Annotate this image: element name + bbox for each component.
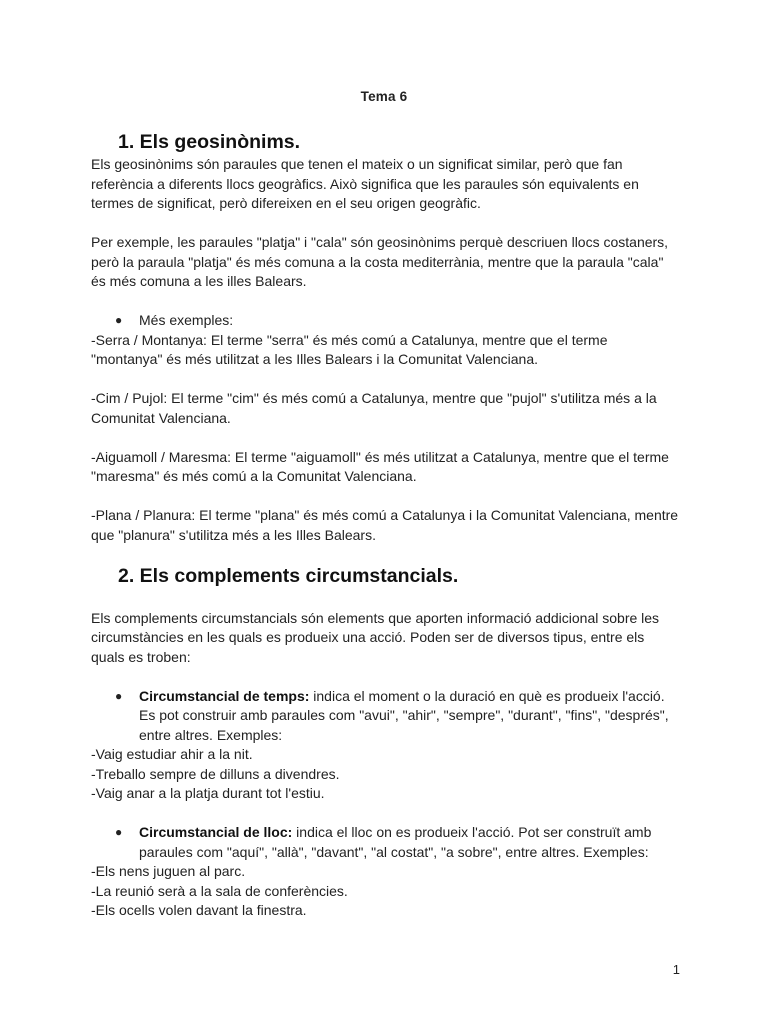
paragraph: Els complements circumstancials són elements que aporten informació addicional sobre les circumstàncies en les quals es produeix una acció. Poden ser de diversos tipus, entre els quals es troben: bbox=[91, 609, 660, 665]
bullet-text: Més exemples: bbox=[139, 312, 234, 328]
bullet-item bbox=[91, 687, 681, 746]
bullet-text: indica el moment o la duració en què es produeix l'acció. Es pot construir amb paraules com "avui", "ahir", "sempre", "durant", "fins", "després", entre altres. Exemples: bbox=[139, 687, 669, 743]
example-line: -Vaig estudiar ahir a la nit. bbox=[91, 746, 253, 762]
bullet-label: Circumstancial de lloc: bbox=[139, 824, 293, 840]
document-title: Tema 6 bbox=[360, 89, 408, 104]
page-number: 1 bbox=[672, 962, 680, 977]
spacer bbox=[91, 589, 681, 609]
spacer bbox=[91, 804, 681, 824]
section-heading: 1. Els geosinònims. bbox=[118, 131, 301, 153]
spacer bbox=[91, 667, 681, 687]
example-line: -La reunió serà a la sala de conferències. bbox=[91, 882, 348, 899]
bullet-item bbox=[91, 823, 681, 862]
example-line: -Els nens juguen al parc. bbox=[91, 863, 246, 879]
spacer bbox=[91, 292, 681, 312]
example-line: -Treballo sempre de dilluns a divendres. bbox=[91, 765, 340, 782]
bullet-item bbox=[91, 311, 681, 331]
section-heading: 2. Els complements circumstancials. bbox=[118, 565, 459, 587]
bullet-icon: ● bbox=[115, 313, 123, 327]
bullet-icon: ● bbox=[115, 688, 123, 703]
spacer bbox=[91, 428, 681, 448]
example-line: -Els ocells volen davant la finestra. bbox=[91, 902, 307, 918]
bullet-text: indica el lloc on es produeix l'acció. Pot ser construït amb paraules com "aquí", "allà", "davant", "al costat", "a sobre", entre altres. Exemples: bbox=[139, 824, 652, 860]
example-line: -Plana / Planura: El terme "plana" és més comú a Catalunya i la Comunitat Valenciana, mentre que "planura" s'utilitza més a les Illes Balears. bbox=[91, 507, 679, 543]
example-line: -Cim / Pujol: El terme "cim" és més comú a Catalunya, mentre que "pujol" s'utilitza més a la Comunitat Valenciana. bbox=[91, 390, 657, 426]
section-geosinonims bbox=[91, 129, 681, 545]
example-line: -Aiguamoll / Maresma: El terme "aiguamoll" és més utilitzat a Catalunya, mentre que el terme "maresma" és més comú a la Comunitat Valenciana. bbox=[91, 448, 669, 484]
bullet-icon: ● bbox=[115, 825, 123, 839]
bullet-label: Circumstancial de temps: bbox=[139, 687, 310, 704]
spacer bbox=[91, 214, 681, 234]
spacer bbox=[91, 487, 681, 507]
paragraph: Els geosinònims són paraules que tenen el mateix o un significat similar, però que fan referència a diferents llocs geogràfics. Això significa que les paraules són equivalents en termes de significat, però difereixen en el seu origen geogràfic. bbox=[91, 156, 639, 211]
paragraph: Per exemple, les paraules "platja" i "cala" són geosinònims perquè descriuen llocs costaners, però la paraula "platja" és més comuna a la costa mediterrània, mentre que la paraula "cala" és més comuna a les illes Balears. bbox=[91, 234, 669, 289]
section-complements bbox=[91, 563, 681, 921]
example-line: -Serra / Montanya: El terme "serra" és més comú a Catalunya, mentre que el terme "montanya" és més utilitzat a les Illes Balears i la Comunitat Valenciana. bbox=[91, 331, 608, 367]
example-line: -Vaig anar a la platja durant tot l'estiu. bbox=[91, 785, 325, 801]
spacer bbox=[91, 370, 681, 390]
